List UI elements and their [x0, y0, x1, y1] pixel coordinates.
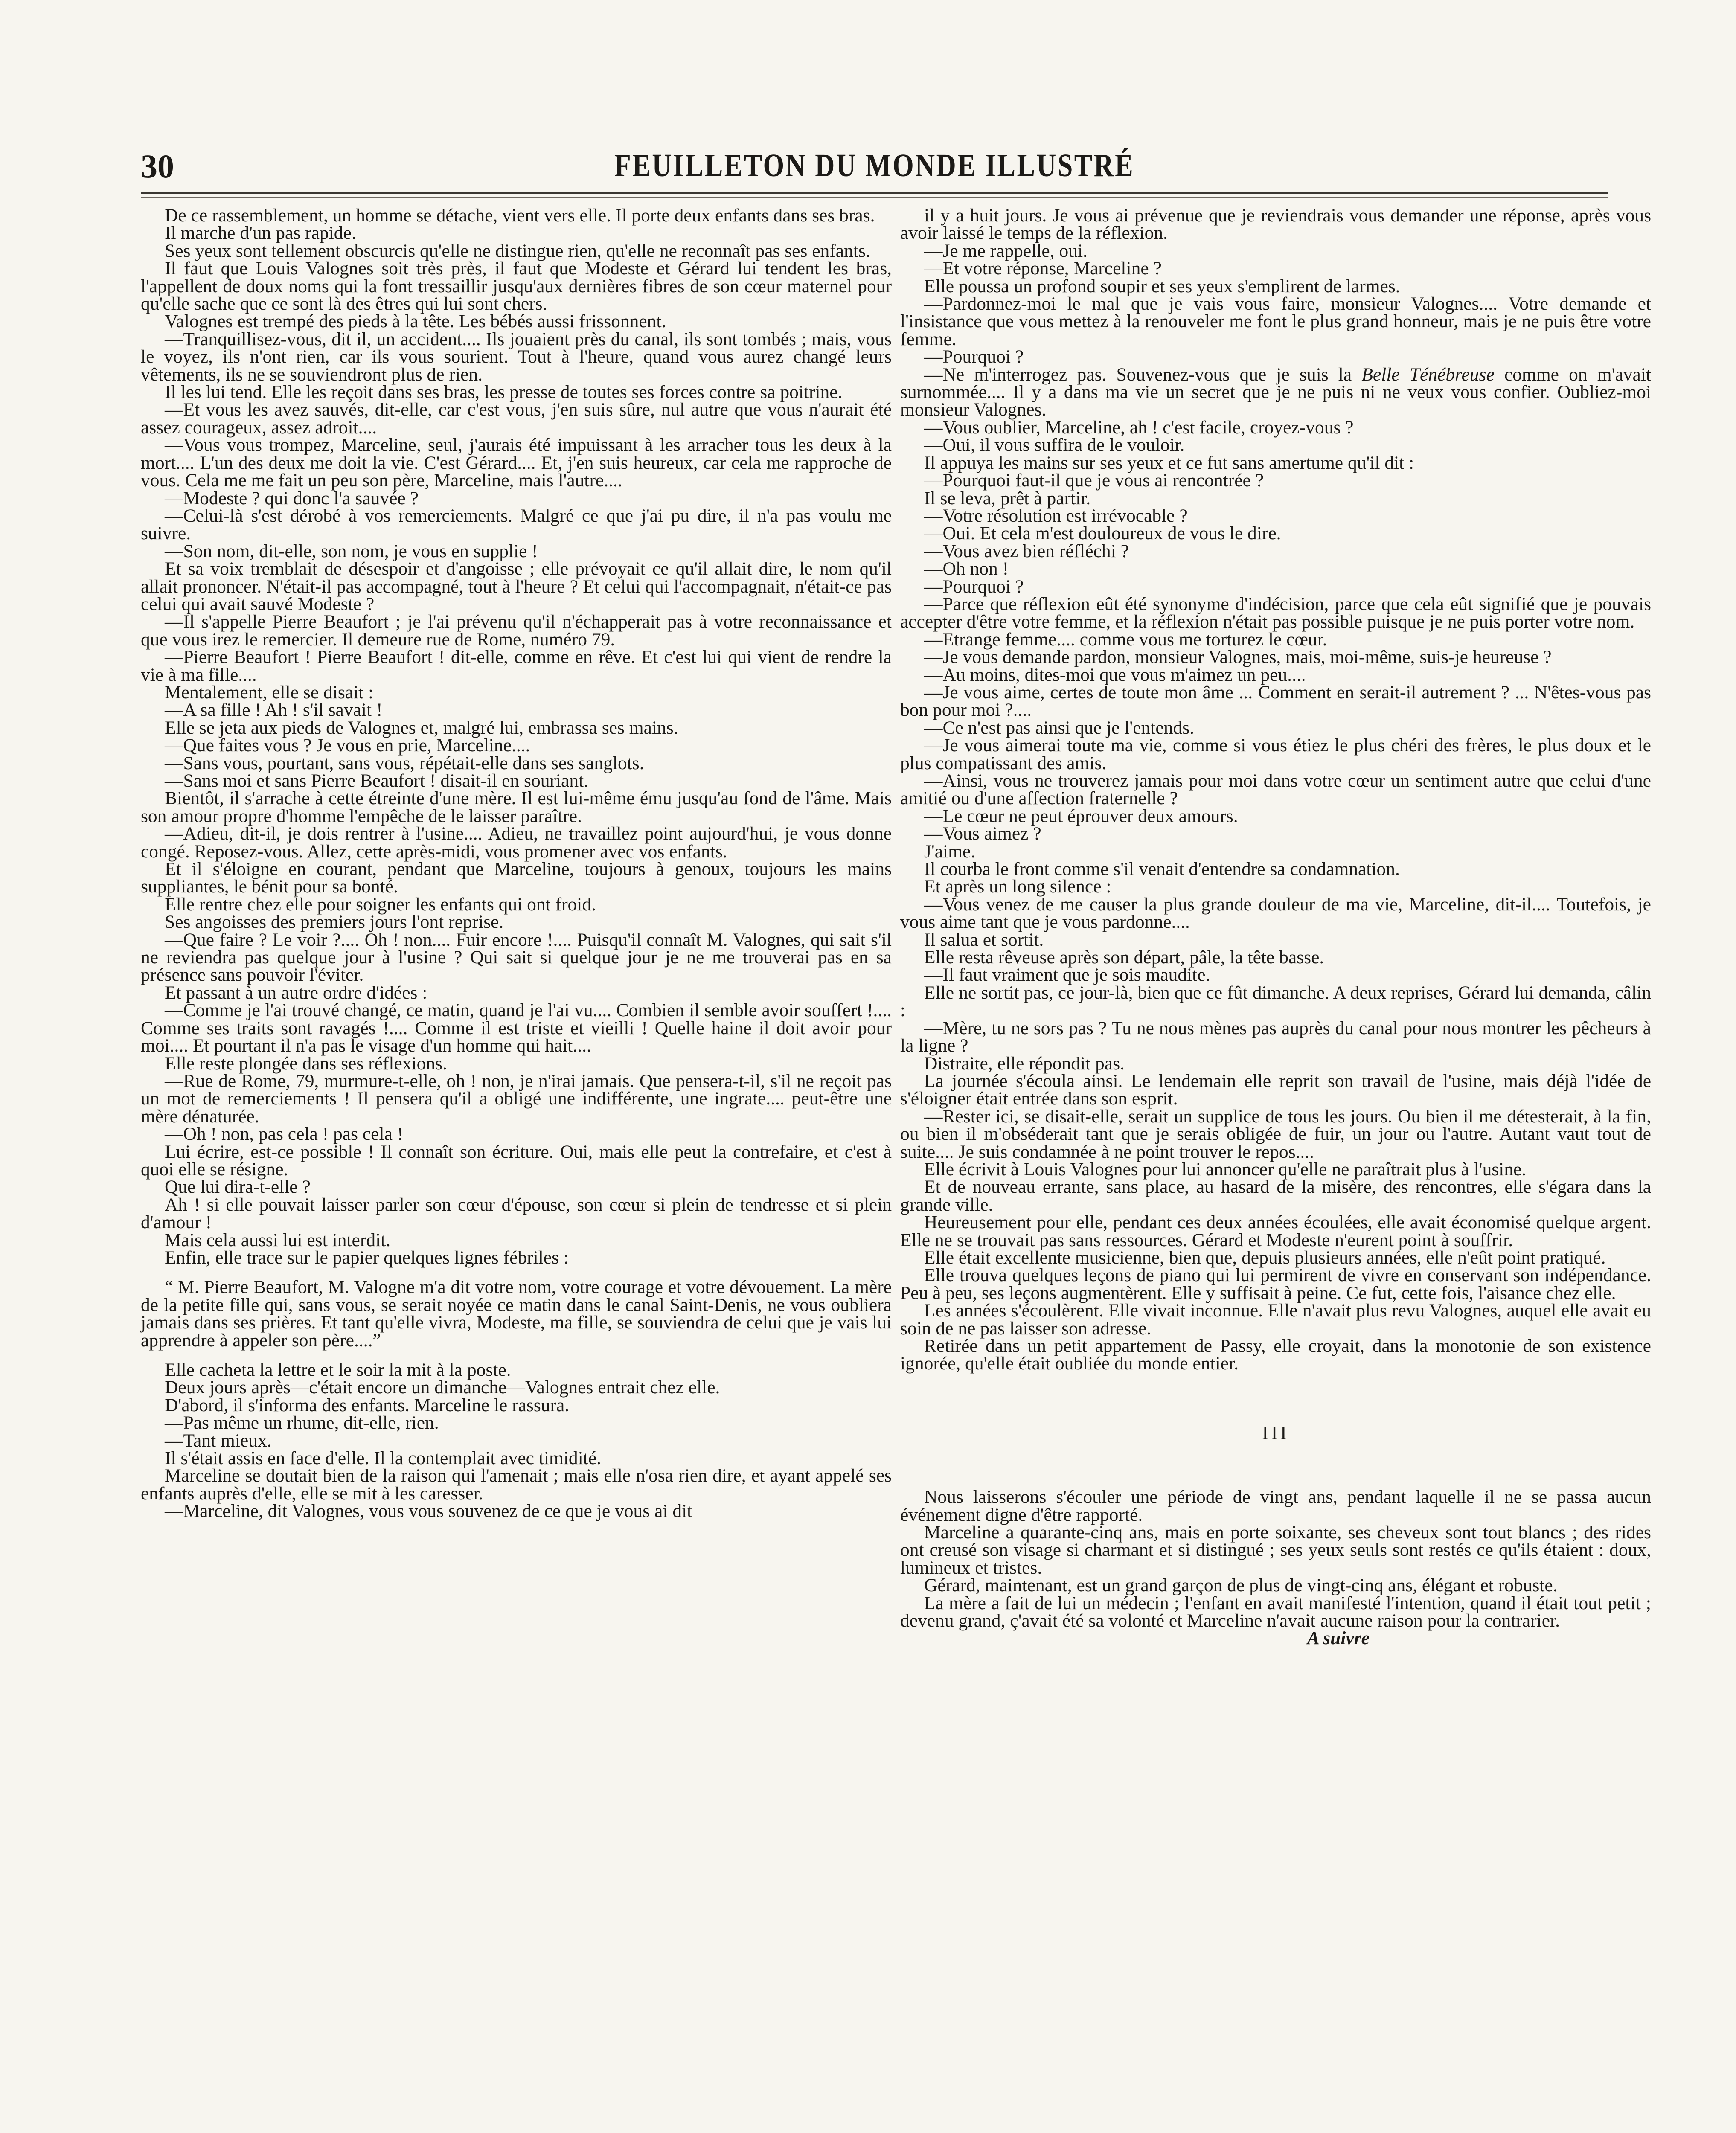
page-number: 30: [141, 148, 174, 185]
paragraph: —Votre résolution est irrévocable ?: [924, 505, 1188, 526]
paragraph: Et sa voix tremblait de désespoir et d'angoisse ; elle prévoyait ce qu'il allait dire, le nom qu'il allait prononcer. N'était-il pas accompagné, tout à l'heure ? Et celui qui l'accompagnait, n'était-ce pas celui qui avait sauvé Modeste ?: [141, 558, 892, 614]
paragraph: —A sa fille ! Ah ! s'il savait !: [165, 700, 383, 721]
paragraph: Distraite, elle répondit pas.: [924, 1053, 1125, 1074]
paragraph: —Et votre réponse, Marceline ?: [924, 258, 1162, 279]
to-be-continued: A suivre: [1307, 1628, 1370, 1649]
paragraph: —Je vous aimerai toute ma vie, comme si vous étiez le plus chéri des frères, le plus doux et le plus compatissant des amis.: [900, 735, 1651, 773]
paragraph: —Vous aimez ?: [924, 823, 1041, 844]
paragraph: Lui écrire, est-ce possible ! Il connaît son écriture. Oui, mais elle peut la contrefaire, et c'est à quoi elle se résigne.: [141, 1141, 892, 1180]
paragraph: Elle était excellente musicienne, bien que, depuis plusieurs années, elle n'eût point pratiqué.: [924, 1247, 1606, 1268]
paragraph: —Le cœur ne peut éprouver deux amours.: [924, 805, 1238, 826]
paragraph: Retirée dans un petit appartement de Passy, elle croyait, dans la monotonie de son existence ignorée, qu'elle était oubliée du monde entier.: [900, 1336, 1651, 1374]
paragraph: —Oh non !: [924, 558, 1009, 579]
paragraph: —Celui-là s'est dérobé à vos remerciements. Malgré ce que j'ai pu dire, il n'a pas voulu me suivre.: [141, 505, 892, 544]
paragraph: Il courba le front comme s'il venait d'entendre sa condamnation.: [924, 859, 1400, 880]
running-title: FEUILLETON DU MONDE ILLUSTRÉ: [614, 148, 1135, 183]
paragraph: Nous laisserons s'écouler une période de vingt ans, pendant laquelle il ne se passa aucun événement digne d'être rapporté.: [900, 1487, 1651, 1525]
paragraph: —Vous avez bien réfléchi ?: [924, 541, 1129, 561]
paragraph: —Pierre Beaufort ! Pierre Beaufort ! dit-elle, comme en rêve. Et c'est lui qui vient de rendre la vie à ma fille....: [141, 647, 892, 685]
paragraph: —Son nom, dit-elle, son nom, je vous en supplie !: [165, 541, 538, 561]
page-header: [141, 147, 1608, 190]
paragraph: La journée s'écoula ainsi. Le lendemain elle reprit son travail de l'usine, mais déjà l'idée de s'éloigner était entrée dans son esprit.: [900, 1070, 1651, 1109]
paragraph: Ses angoisses des premiers jours l'ont reprise.: [165, 912, 504, 933]
paragraph: —Oui. Et cela m'est douloureux de vous le dire.: [924, 523, 1281, 544]
paragraph: —Sans vous, pourtant, sans vous, répétait-elle dans ses sanglots.: [165, 753, 644, 773]
paragraph: —Pardonnez-moi le mal que je vais vous faire, monsieur Valognes.... Votre demande et l'insistance que vous mettez à la renouveler me font le plus grand honneur, mais je ne puis être votre femme.: [900, 294, 1651, 349]
paragraph: Et passant à un autre ordre d'idées :: [165, 982, 427, 1003]
paragraph: —Marceline, dit Valognes, vous vous souvenez de ce que je vous ai dit: [165, 1501, 692, 1522]
paragraph: —Et vous les avez sauvés, dit-elle, car c'est vous, j'en suis sûre, nul autre que vous n'aurait été assez courageux, assez adroit....: [141, 399, 892, 438]
paragraph: il y a huit jours. Je vous ai prévenue que je reviendrais vous demander une réponse, après vous avoir laissé le temps de la réflexion.: [900, 205, 1651, 244]
paragraph: De ce rassemblement, un homme se détache, vient vers elle. Il porte deux enfants dans ses bras.: [165, 205, 875, 226]
paragraph: Heureusement pour elle, pendant ces deux années écoulées, elle avait économisé quelque argent. Elle ne se trouvait pas sans ressources. Gérard et Modeste n'eurent point à souffrir.: [900, 1212, 1651, 1250]
header-rule-thin: [141, 197, 1608, 198]
paragraph: Bientôt, il s'arrache à cette étreinte d'une mère. Il est lui-même ému jusqu'au fond de l'âme. Mais son amour propre d'homme l'empêche de le laisser paraître.: [141, 788, 892, 826]
paragraph: Il faut que Louis Valognes soit très près, il faut que Modeste et Gérard lui tendent les bras, l'appellent de doux noms qui la font tressaillir jusqu'aux dernières fibres de son cœur maternel pour qu'elle sache que ce sont là des êtres qui lui sont chers.: [141, 258, 892, 314]
paragraph: Deux jours après—c'était encore un dimanche—Valognes entrait chez elle.: [165, 1377, 720, 1398]
paragraph: Il appuya les mains sur ses yeux et ce fut sans amertume qu'il dit :: [924, 452, 1414, 473]
paragraph: —Il faut vraiment que je sois maudite.: [924, 965, 1210, 985]
paragraph: —Au moins, dites-moi que vous m'aimez un peu....: [924, 664, 1306, 685]
paragraph: Il s'était assis en face d'elle. Il la contemplait avec timidité.: [165, 1448, 602, 1469]
paragraph: Marceline a quarante-cinq ans, mais en porte soixante, ses cheveux sont tout blancs ; des rides ont creusé son visage si charmant et si distingué ; ses yeux seuls sont restés ce qu'ils étaient : doux, lumineux et tristes.: [900, 1522, 1651, 1578]
paragraph: —Il s'appelle Pierre Beaufort ; je l'ai prévenu qu'il n'échapperait pas à votre reconnaissance et que vous irez le remercier. Il demeure rue de Rome, numéro 79.: [141, 611, 892, 650]
paragraph: —Mère, tu ne sors pas ? Tu ne nous mènes pas auprès du canal pour nous montrer les pêcheurs à la ligne ?: [900, 1017, 1651, 1056]
paragraph: D'abord, il s'informa des enfants. Marceline le rassura.: [165, 1395, 570, 1415]
paragraph: —Ainsi, vous ne trouverez jamais pour moi dans votre cœur un sentiment autre que celui d'une amitié ou d'une affection fraternelle ?: [900, 770, 1651, 809]
paragraph: Elle rentre chez elle pour soigner les enfants qui ont froid.: [165, 894, 596, 915]
paragraph: —Vous venez de me causer la plus grande douleur de ma vie, Marceline, dit-il.... Toutefois, je vous aime tant que je vous pardonne....: [900, 894, 1651, 933]
paragraph: Ah ! si elle pouvait laisser parler son cœur d'épouse, son cœur si plein de tendresse et si plein d'amour !: [141, 1194, 892, 1233]
paragraph: —Pas même un rhume, dit-elle, rien.: [165, 1412, 439, 1433]
paragraph: —Modeste ? qui donc l'a sauvée ?: [165, 488, 419, 509]
nickname-italic: Belle Ténébreuse: [1361, 364, 1495, 385]
paragraph: Et de nouveau errante, sans place, au hasard de la misère, des rencontres, elle s'égara dans la grande ville.: [900, 1177, 1651, 1215]
paragraph: —Pourquoi faut-il que je vous ai rencontrée ?: [924, 470, 1264, 491]
paragraph: Enfin, elle trace sur le papier quelques lignes fébriles :: [165, 1247, 569, 1268]
paragraph: La mère a fait de lui un médecin ; l'enfant en avait manifesté l'intention, quand il était tout petit ; devenu grand, ç'avait été sa volonté et Marceline n'avait aucune raison pour la contrarier.: [900, 1592, 1651, 1631]
paragraph: Elle reste plongée dans ses réflexions.: [165, 1053, 447, 1074]
paragraph: Elle resta rêveuse après son départ, pâle, la tête basse.: [924, 947, 1324, 968]
paragraph: —Tranquillisez-vous, dit il, un accident.... Ils jouaient près du canal, ils sont tombés ; mais, vous le voyez, ils n'ont rien, car ils vous sourient. Tout à l'heure, quand vous aurez changé leurs vêtements, ils ne se souviendront plus de rien.: [141, 328, 892, 385]
right-column: [900, 207, 1651, 1648]
paragraph: —Pourquoi ?: [924, 346, 1024, 367]
paragraph: —Que faire ? Le voir ?.... Oh ! non.... Fuir encore !.... Puisqu'il connaît M. Valognes, qui sait s'il ne reviendra pas quelque jour à l'usine ? Qui sait si quelque jour je ne me trouverai pas en sa présence sans pouvoir l'éviter.: [141, 929, 892, 985]
paragraph: —Adieu, dit-il, je dois rentrer à l'usine.... Adieu, ne travaillez point aujourd'hui, je vous donne congé. Reposez-vous. Allez, cette après-midi, vous promener avec vos enfants.: [141, 823, 892, 862]
paragraph: —Comme je l'ai trouvé changé, ce matin, quand je l'ai vu.... Combien il semble avoir souffert !.... Comme ses traits sont ravagés !.... Comme il est triste et vieilli ! Quelle haine il doit avoir pour moi.... Et pourtant il n'a pas le visage d'un homme qui hait....: [141, 1000, 892, 1056]
paragraph: —Je vous demande pardon, monsieur Valognes, mais, moi-même, suis-je heureuse ?: [924, 647, 1552, 668]
paragraph: —Sans moi et sans Pierre Beaufort ! disait-il en souriant.: [165, 770, 589, 791]
paragraph: —Pourquoi ?: [924, 576, 1024, 597]
paragraph: —Oh ! non, pas cela ! pas cela !: [165, 1124, 404, 1145]
paragraph: Elle trouva quelques leçons de piano qui lui permirent de vivre en conservant son indépendance. Peu à peu, ses leçons augmentèrent. Elle y suffisait à peine. Ce fut, cette fois, l'aisance chez elle.: [900, 1265, 1651, 1303]
paragraph: —Que faites vous ? Je vous en prie, Marceline....: [165, 735, 530, 756]
paragraph: Les années s'écoulèrent. Elle vivait inconnue. Elle n'avait plus revu Valognes, auquel elle avait eu soin de ne pas laisser son adresse.: [900, 1300, 1651, 1339]
paragraph: Elle se jeta aux pieds de Valognes et, malgré lui, embrassa ses mains.: [165, 717, 678, 738]
paragraph: —Parce que réflexion eût été synonyme d'indécision, parce que cela eût signifié que je pouvais accepter d'être votre femme, et la réflexion n'était pas possible puisque je ne puis porter votre nom.: [900, 593, 1651, 632]
paragraph: —Rester ici, se disait-elle, serait un supplice de tous les jours. Ou bien il me détesterait, à la fin, ou bien il m'obséderait tant que je serais obligée de fuir, un jour ou l'autre. Autant vaut tout de suite.... Je suis condamnée à ne point trouver le repos....: [900, 1106, 1651, 1162]
paragraph: —Rue de Rome, 79, murmure-t-elle, oh ! non, je n'irai jamais. Que pensera-t-il, s'il ne reçoit pas un mot de remerciements ! Il pensera qu'il a obligé une indifférente, une ingrate.... peut-être une mère dénaturée.: [141, 1070, 892, 1127]
paragraph: Marceline se doutait bien de la raison qui l'amenait ; mais elle n'osa rien dire, et ayant appelé ses enfants auprès d'elle, elle se mit à les caresser.: [141, 1465, 892, 1504]
paragraph: Elle écrivit à Louis Valognes pour lui annoncer qu'elle ne paraîtrait plus à l'usine.: [924, 1159, 1527, 1180]
paragraph: Elle cacheta la lettre et le soir la mit à la poste.: [165, 1360, 511, 1380]
paragraph: Elle poussa un profond soupir et ses yeux s'emplirent de larmes.: [924, 276, 1400, 296]
paragraph: Mentalement, elle se disait :: [165, 682, 374, 703]
paragraph: —Ce n'est pas ainsi que je l'entends.: [924, 717, 1195, 738]
paragraph: Il marche d'un pas rapide.: [165, 223, 356, 244]
paragraph: —Etrange femme.... comme vous me torturez le cœur.: [924, 629, 1327, 650]
paragraph: —Tant mieux.: [165, 1430, 272, 1451]
paragraph: —Oui, il vous suffira de le vouloir.: [924, 435, 1185, 456]
paragraph: Elle ne sortit pas, ce jour-là, bien que ce fût dimanche. A deux reprises, Gérard lui demanda, câlin :: [900, 982, 1651, 1021]
quoted-letter: “ M. Pierre Beaufort, M. Valogne m'a dit votre nom, votre courage et votre dévouement. La mère de la petite fille qui, sans vous, se serait noyée ce matin dans le canal Saint-Denis, ne vous oubliera jamais dans ses prières. Et tant qu'elle vivra, Modeste, ma fille, se souviendra de celui que je vais lui apprendre à appeler son père....”: [141, 1277, 892, 1351]
paragraph: —Je me rappelle, oui.: [924, 240, 1088, 261]
paragraph: Valognes est trempé des pieds à la tête. Les bébés aussi frissonnent.: [165, 311, 666, 332]
paragraph: Et après un long silence :: [924, 876, 1111, 897]
paragraph: —Vous oublier, Marceline, ah ! c'est facile, croyez-vous ?: [924, 417, 1354, 438]
paragraph: J'aime.: [924, 841, 976, 862]
paragraph: Ses yeux sont tellement obscurcis qu'elle ne distingue rien, qu'elle ne reconnaît pas ses enfants.: [165, 240, 870, 261]
paragraph: —Ne m'interrogez pas. Souvenez-vous que je suis la Belle Ténébreuse comme on m'avait surnommée.... Il y a dans ma vie un secret que je ne puis ni ne veux vous confier. Oubliez-moi monsieur Valognes.: [900, 364, 1651, 420]
header-rule: [141, 192, 1608, 194]
paragraph: Il les lui tend. Elle les reçoit dans ses bras, les presse de toutes ses forces contre sa poitrine.: [165, 382, 843, 403]
paragraph: Et il s'éloigne en courant, pendant que Marceline, toujours à genoux, toujours les mains suppliantes, le bénit pour sa bonté.: [141, 859, 892, 897]
paragraph: Il se leva, prêt à partir.: [924, 488, 1091, 509]
paragraph: —Je vous aime, certes de toute mon âme ... Comment en serait-il autrement ? ... N'êtes-vous pas bon pour moi ?....: [900, 682, 1651, 721]
paragraph: —Vous vous trompez, Marceline, seul, j'aurais été impuissant à les arracher tous les deux à la mort.... L'un des deux me doit la vie. C'est Gérard.... Et, j'en suis heureux, car cela me rapproche de vous. Cela me me fait un peu son père, Marceline, mais l'autre....: [141, 435, 892, 491]
chapter-heading: III: [1262, 1421, 1289, 1444]
paragraph: Il salua et sortit.: [924, 929, 1044, 950]
paragraph: Mais cela aussi lui est interdit.: [165, 1229, 391, 1250]
paragraph: Que lui dira-t-elle ?: [165, 1177, 311, 1197]
paragraph: Gérard, maintenant, est un grand garçon de plus de vingt-cinq ans, élégant et robuste.: [924, 1575, 1558, 1596]
left-column: [141, 207, 892, 1520]
